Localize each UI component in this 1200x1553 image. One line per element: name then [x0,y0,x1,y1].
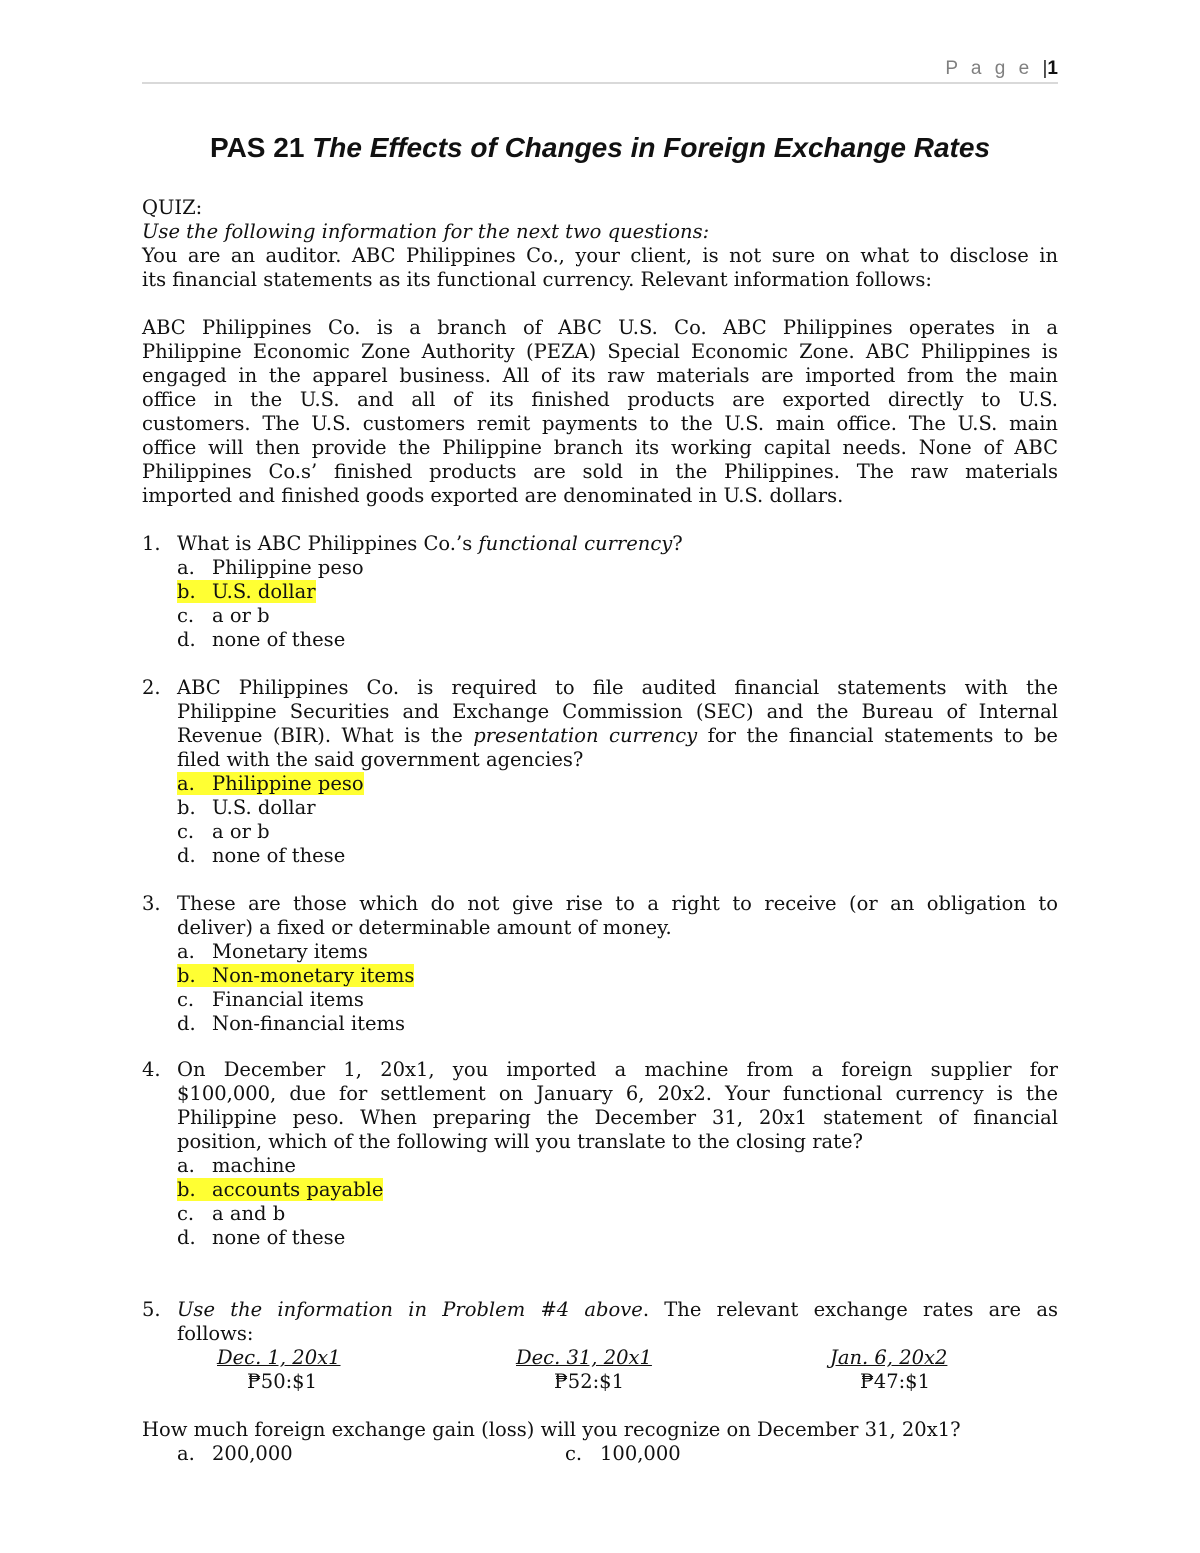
rate-value: ₱52:$1 [554,1370,624,1393]
option-d: d. none of these [177,844,346,867]
option-a: a. Monetary items [177,940,368,963]
option-b-answer: b. accounts payable [177,1178,384,1201]
question-text: deliver) a fixed or determinable amount of money. [177,916,672,939]
question-text: filed with the said government agencies? [177,748,584,771]
question-number: 3. [142,892,161,915]
option-b-answer: b. Non-monetary items [177,964,415,987]
option-d: d. Non-financial items [177,1012,406,1035]
option-c: c. a or b [177,604,270,627]
rate-value: ₱50:$1 [247,1370,317,1393]
paragraph-line: customers. The U.S. customers remit payments to the U.S. main office. The U.S. main [142,412,1058,435]
option-d: d. none of these [177,1226,346,1249]
paragraph-line: Philippine Economic Zone Authority (PEZA) Special Economic Zone. ABC Philippines is [142,340,1058,363]
question-number: 5. [142,1298,161,1321]
paragraph-line: office will then provide the Philippine branch its working capital needs. None of ABC [142,436,1058,459]
page-number: 1 [1047,58,1058,79]
question-number: 4. [142,1058,161,1081]
question-text: position, which of the following will you translate to the closing rate? [177,1130,863,1153]
question-number: 1. [142,532,161,555]
question-text: ABC Philippines Co. is required to file audited financial statements with the [177,676,1058,699]
paragraph-line: engaged in the apparel business. All of its raw materials are imported from the main [142,364,1058,387]
intro-line-1: You are an auditor. ABC Philippines Co., your client, is not sure on what to disclose in [142,244,1058,267]
quiz-label: QUIZ: [142,196,203,219]
option-a: a. 200,000 [177,1442,293,1465]
question-text: Philippine peso. When preparing the December 31, 20x1 statement of financial [177,1106,1058,1129]
option-a-answer: a. Philippine peso [177,772,364,795]
question-text: On December 1, 20x1, you imported a machine from a foreign supplier for [177,1058,1058,1081]
rate-date-header: Jan. 6, 20x2 [830,1346,948,1369]
option-b-answer: b. U.S. dollar [177,580,316,603]
page-header [142,56,1058,84]
question-text: follows: [177,1322,254,1345]
option-c: c. a and b [177,1202,286,1225]
paragraph-line: office in the U.S. and all of its finished products are exported directly to U.S. [142,388,1058,411]
question-text: How much foreign exchange gain (loss) will you recognize on December 31, 20x1? [142,1418,961,1441]
page-number-label: P a g e |1 [945,58,1058,79]
question-text: Philippine Securities and Exchange Commission (SEC) and the Bureau of Internal [177,700,1058,723]
intro-line-2: its financial statements as its functional currency. Relevant information follows: [142,268,932,291]
rate-date-header: Dec. 1, 20x1 [217,1346,341,1369]
option-b: b. U.S. dollar [177,796,316,819]
instruction-text: Use the following information for the next two questions: [142,220,710,243]
rate-value: ₱47:$1 [860,1370,930,1393]
option-c: c. a or b [177,820,270,843]
paragraph-line: Philippines Co.s’ finished products are sold in the Philippines. The raw materials [142,460,1058,483]
question-text: Use the information in Problem #4 above. The relevant exchange rates are as [177,1298,1058,1321]
question-text: What is ABC Philippines Co.’s functional currency? [177,532,683,555]
question-text: Revenue (BIR). What is the presentation currency for the financial statements to be [177,724,1058,747]
question-number: 2. [142,676,161,699]
option-a: a. machine [177,1154,296,1177]
paragraph-line: imported and finished goods exported are denominated in U.S. dollars. [142,484,844,507]
option-d: d. none of these [177,628,346,651]
option-a: a. Philippine peso [177,556,364,579]
paragraph-line: ABC Philippines Co. is a branch of ABC U.S. Co. ABC Philippines operates in a [142,316,1058,339]
header-rule [142,82,1058,84]
question-text: These are those which do not give rise to a right to receive (or an obligation to [177,892,1058,915]
question-text: $100,000, due for settlement on January 6, 20x2. Your functional currency is the [177,1082,1058,1105]
rate-date-header: Dec. 31, 20x1 [516,1346,652,1369]
document-title: PAS 21 The Effects of Changes in Foreign Exchange Rates [209,132,991,163]
option-c: c. 100,000 [565,1442,681,1465]
option-c: c. Financial items [177,988,364,1011]
